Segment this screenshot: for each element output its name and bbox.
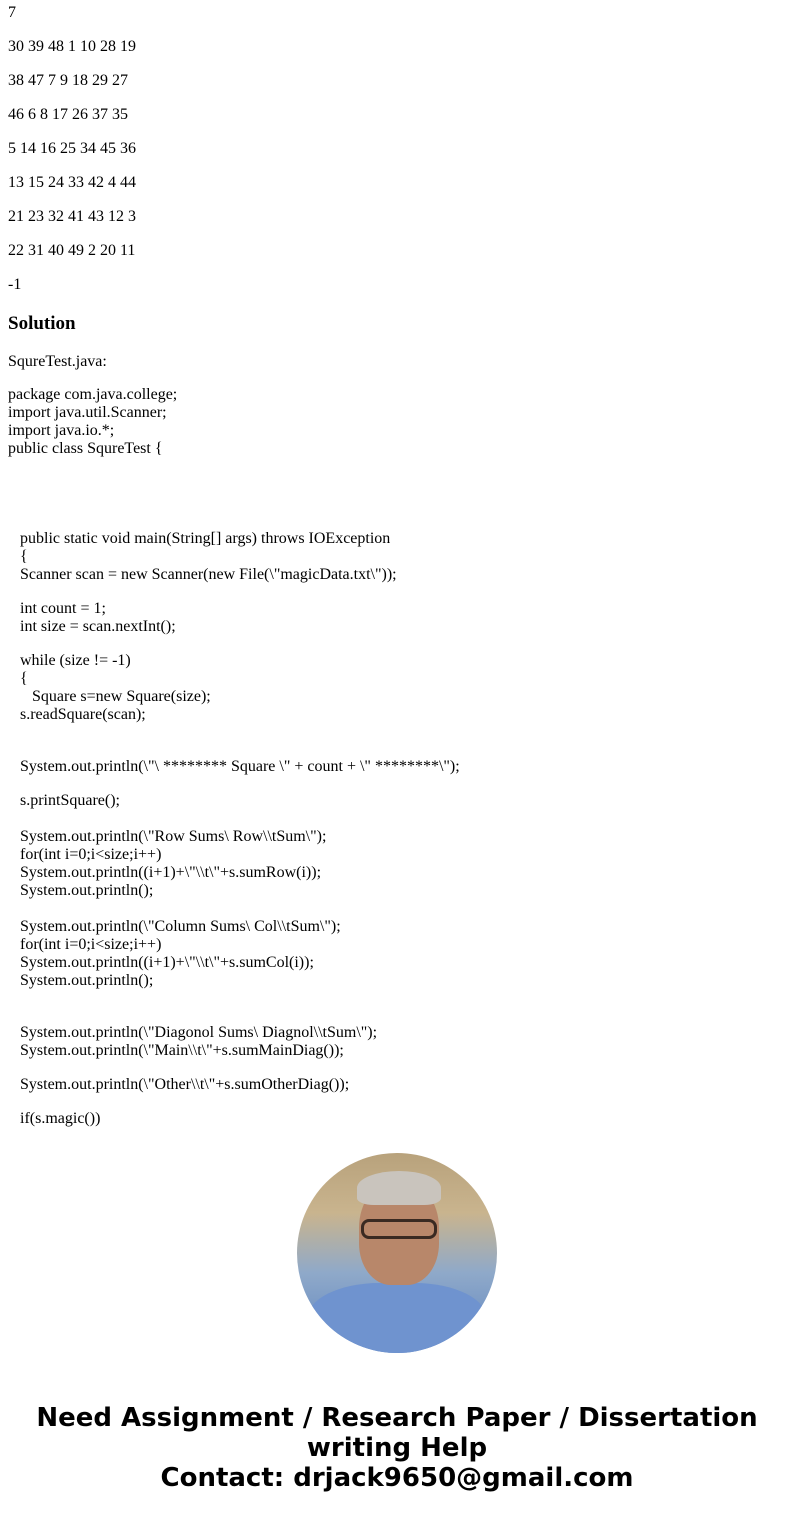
code-line: { [20,670,28,687]
code-line: System.out.println(); [20,972,154,989]
code-line: int size = scan.nextInt(); [20,618,176,635]
code-line: { [20,548,28,565]
footer-contact: Contact: drjack9650@gmail.com [160,1463,634,1493]
input-line: 30 39 48 1 10 28 19 [8,38,136,55]
input-line: 46 6 8 17 26 37 35 [8,106,128,123]
code-line: package com.java.college; [8,386,178,403]
code-line: import java.io.*; [8,422,115,439]
code-line: for(int i=0;i<size;i++) [20,846,162,863]
code-line: s.printSquare(); [20,792,120,809]
code-line: System.out.println(\"\ ******** Square \" + count + \" ********\"); [20,758,460,775]
footer-ad [0,1403,794,1493]
code-line: public class SqureTest { [8,440,163,457]
code-line: System.out.println((i+1)+\"\\t\"+s.sumRow(i)); [20,864,322,881]
code-line: s.readSquare(scan); [20,706,146,723]
input-line: 21 23 32 41 43 12 3 [8,208,136,225]
input-line: -1 [8,276,22,293]
code-line: Scanner scan = new Scanner(new File(\"magicData.txt\")); [20,566,397,583]
code-line: while (size != -1) [20,652,131,669]
code-line: Square s=new Square(size); [20,688,211,705]
code-line: int count = 1; [20,600,106,617]
input-line: 38 47 7 9 18 29 27 [8,72,128,89]
footer-line-2: writing Help [306,1433,488,1463]
input-line: 7 [8,4,16,21]
code-body [20,530,790,1127]
photo-glasses [361,1219,437,1239]
input-line: 5 14 16 25 34 45 36 [8,140,136,157]
code-line: System.out.println(\"Other\\t\"+s.sumOtherDiag()); [20,1076,350,1093]
code-line: System.out.println(\"Main\\t\"+s.sumMainDiag()); [20,1042,344,1059]
code-line: public static void main(String[] args) throws IOException [20,530,391,547]
input-line: 13 15 24 33 42 4 44 [8,174,136,191]
code-line: import java.util.Scanner; [8,404,167,421]
code-line: System.out.println(\"Diagonol Sums\ Diagnol\\tSum\"); [20,1024,378,1041]
photo-shirt [307,1283,487,1353]
code-line: System.out.println(\"Row Sums\ Row\\tSum\"); [20,828,327,845]
code-line: if(s.magic()) [20,1110,101,1127]
code-line: System.out.println(\"Column Sums\ Col\\tSum\"); [20,918,341,935]
footer-line-1: Need Assignment / Research Paper / Dissertation [36,1403,758,1433]
code-line: System.out.println(); [20,882,154,899]
input-line: 22 31 40 49 2 20 11 [8,242,136,259]
author-photo [297,1153,497,1353]
code-line: for(int i=0;i<size;i++) [20,936,162,953]
code-line: System.out.println((i+1)+\"\\t\"+s.sumCol(i)); [20,954,314,971]
code-header [8,386,788,458]
solution-heading: Solution [8,313,76,334]
photo-hair [357,1171,441,1205]
file-name: SqureTest.java: [8,353,107,370]
